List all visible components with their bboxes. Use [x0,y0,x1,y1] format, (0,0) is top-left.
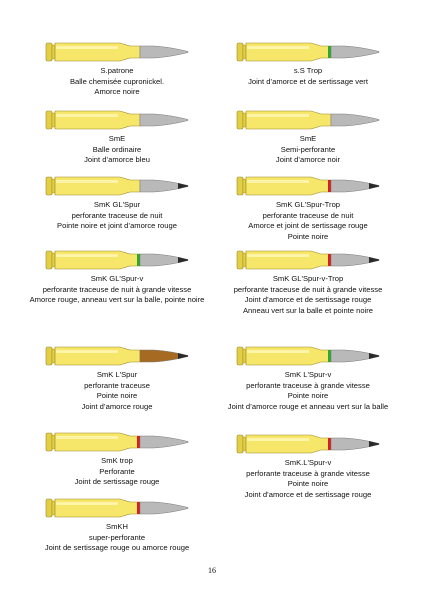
cartridge-illustration [42,248,192,272]
cartridge-case [246,111,331,129]
cartridge-description: perforante traceuse de nuit à grande vitesse [42,284,192,294]
cartridge-description: perforante traceuse à grande vitesse [246,468,370,478]
cartridge-entry [213,108,403,166]
cartridge-description: Joint d’amorce et de sertissage rouge [244,295,372,305]
cartridge-entry [213,248,403,316]
cartridge-description: Anneau vert sur la balle et pointe noire [242,305,374,315]
cartridge-description: perforante traceuse à grande vitesse [246,380,370,390]
cartridge-description: Joint de sertissage rouge ou amorce rouge [44,543,190,553]
cartridge-description: Balle chemisée cupronickel. [69,76,165,86]
cartridge-name: S.patrone [100,66,134,75]
cartridge-entry [22,108,212,166]
cartridge-highlight [56,180,118,183]
cartridge-highlight [247,114,309,117]
cartridge-name: SmKH [106,522,128,531]
cartridge-case [246,43,331,61]
cartridge-description: Joint d’amorce rouge [81,401,153,411]
cartridge-groove [243,253,246,267]
cartridge-highlight [247,46,309,49]
cartridge-illustration [42,40,192,64]
projectile-tip [369,183,379,189]
cartridge-rim [46,111,52,129]
cartridge-groove [243,113,246,127]
cartridge-name: SmK GL'Spur-v-Trop [272,274,344,283]
cartridge-rim [46,347,52,365]
projectile-tip [369,441,379,447]
cartridge-highlight [56,502,118,505]
cartridge-description: Joint d’amorce rouge et anneau vert sur la balle [227,401,389,411]
cartridge-rim [46,433,52,451]
cartridge-description: perforante traceuse de nuit [71,210,163,220]
cartridge-entry [213,432,403,500]
cartridge-description: Pointe noire et joint d’amorce rouge [57,221,177,231]
cartridge-illustration [233,432,383,456]
cartridge-name: s.S Trop [293,66,323,75]
cartridge-name: SmK L'Spur-v [284,370,332,379]
cartridge-name: SmK GL'Spur [93,200,141,209]
cartridge-rim [237,43,243,61]
cartridge-description: Joint d’amorce bleu [84,155,150,165]
page-number: 16 [208,566,216,575]
cartridge-groove [243,45,246,59]
cartridge-description: Perforante [99,466,135,476]
cartridge-case [246,251,331,269]
cartridge-groove [52,501,55,515]
cartridge-highlight [247,180,309,183]
cartridge-rim [237,251,243,269]
cartridge-description: Joint d’amorce et de sertissage rouge [244,489,372,499]
cartridge-description: Pointe noire [96,391,138,401]
cartridge-description: perforante traceuse de nuit à grande vitesse [233,284,383,294]
cartridge-description: Pointe noire [287,391,329,401]
cartridge-illustration [233,40,383,64]
projectile-tip [178,183,188,189]
cartridge-case [246,177,331,195]
cartridge-description: Joint de sertissage rouge [74,477,160,487]
cartridge-entry [22,344,212,412]
cartridge-illustration [42,108,192,132]
projectile-tip [369,353,379,359]
cartridge-highlight [56,254,118,257]
cartridge-groove [52,349,55,363]
cartridge-highlight [56,46,118,49]
cartridge-name: SmK.L'Spur-v [284,458,332,467]
cartridge-name: SmK L'Spur [96,370,138,379]
cartridge-name: SmK GL'Spur-v [90,274,144,283]
cartridge-rim [237,347,243,365]
cartridge-case [55,177,140,195]
cartridge-highlight [56,350,118,353]
cartridge-highlight [56,436,118,439]
cartridge-rim [46,43,52,61]
cartridge-entry [213,174,403,242]
projectile-tip [369,257,379,263]
cartridge-description: Amorce et joint de sertissage rouge [248,221,368,231]
cartridge-description: Amorce noire [94,87,140,97]
projectile-tip [178,257,188,263]
cartridge-groove [52,179,55,193]
cartridge-description: Balle ordinaire [92,144,142,154]
cartridge-illustration [233,344,383,368]
projectile [331,114,379,126]
cartridge-groove [52,253,55,267]
projectile-tip [178,353,188,359]
cartridge-description: Joint d’amorce et de sertissage vert [248,76,368,86]
cartridge-highlight [56,114,118,117]
cartridge-description: perforante traceuse [84,380,150,390]
cartridge-name: SmE [299,134,317,143]
cartridge-description: perforante traceuse de nuit [262,210,354,220]
cartridge-entry [22,496,212,554]
cartridge-illustration [42,430,192,454]
cartridge-entry [22,248,212,306]
cartridge-case [55,433,140,451]
cartridge-rim [46,251,52,269]
projectile [140,46,188,58]
cartridge-case [55,43,140,61]
cartridge-groove [52,113,55,127]
cartridge-groove [243,179,246,193]
cartridge-illustration [42,344,192,368]
cartridge-name: SmK trop [101,456,133,465]
cartridge-groove [243,349,246,363]
cartridge-illustration [233,108,383,132]
cartridge-case [55,499,140,517]
cartridge-description: super-perforante [88,532,146,542]
cartridge-groove [243,437,246,451]
cartridge-rim [46,177,52,195]
cartridge-groove [52,435,55,449]
projectile [140,436,188,448]
cartridge-highlight [247,254,309,257]
cartridge-description: Pointe noire [287,479,329,489]
cartridge-case [55,111,140,129]
cartridge-highlight [247,438,309,441]
cartridge-groove [52,45,55,59]
cartridge-rim [237,177,243,195]
cartridge-illustration [42,174,192,198]
cartridge-rim [237,111,243,129]
cartridge-case [246,347,331,365]
cartridge-illustration [233,248,383,272]
cartridge-name: SmE [108,134,126,143]
cartridge-description: Joint d’amorce noir [275,155,341,165]
projectile [140,502,188,514]
cartridge-entry [22,430,212,488]
cartridge-name: SmK GL'Spur-Trop [275,200,341,209]
cartridge-illustration [233,174,383,198]
cartridge-rim [237,435,243,453]
cartridge-highlight [247,350,309,353]
projectile [140,114,188,126]
cartridge-description: Pointe noire [287,231,329,241]
cartridge-entry [22,174,212,232]
cartridge-case [246,435,331,453]
cartridge-case [55,347,140,365]
cartridge-entry [213,40,403,87]
cartridge-description: Amorce rouge, anneau vert sur la balle, pointe noire [29,295,205,305]
projectile [331,46,379,58]
cartridge-entry [213,344,403,412]
cartridge-illustration [42,496,192,520]
cartridge-entry [22,40,212,98]
cartridge-case [55,251,140,269]
cartridge-rim [46,499,52,517]
cartridge-description: Semi-perforante [280,144,336,154]
